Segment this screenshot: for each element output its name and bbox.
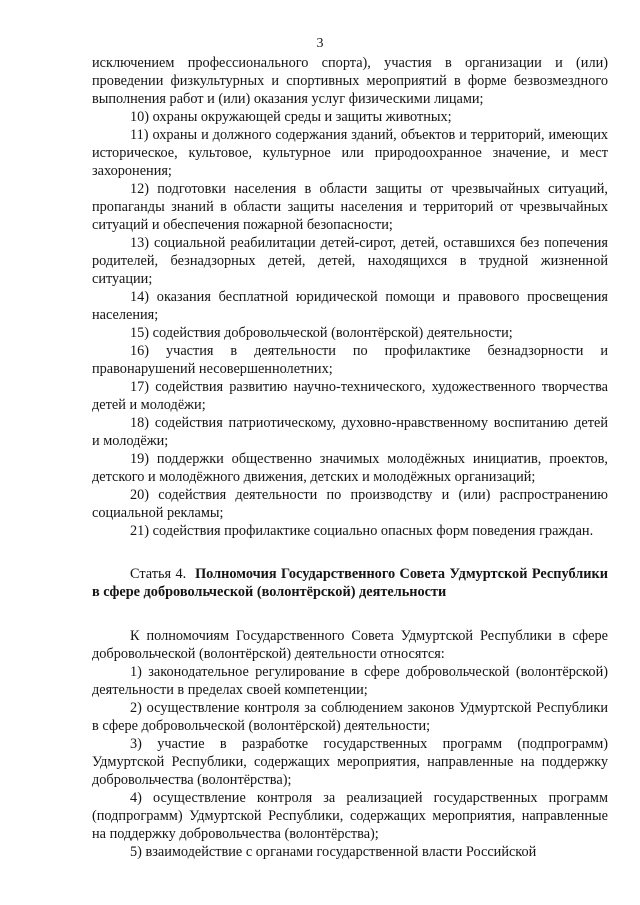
list-item-18: 18) содействия патриотическому, духовно-нравственному воспитанию детей и молодёжи; xyxy=(92,415,608,449)
list-item-14: 14) оказания бесплатной юридической помощи и правового просвещения населения; xyxy=(92,289,608,323)
list-item-12: 12) подготовки населения в области защиты от чрезвычайных ситуаций, пропаганды знаний в области защиты населения и территорий от чрезвычайных ситуаций и обеспечения пожарной безопасности; xyxy=(92,181,608,233)
article-title: Полномочия Государственного Совета Удмуртской Республики в сфере добровольческой (волонтёрской) деятельности xyxy=(92,566,608,600)
power-item-3: 3) участие в разработке государственных программ (подпрограмм) Удмуртской Республики, содержащих мероприятия, направленные на поддержку добровольчества (волонтёрства); xyxy=(92,736,608,788)
power-item-5: 5) взаимодействие с органами государственной власти Российской xyxy=(130,844,537,860)
power-item-4: 4) осуществление контроля за реализацией государственных программ (подпрограмм) Удмуртской Республики, содержащих мероприятия, направленные на поддержку добровольчества (волонтёрства); xyxy=(92,790,608,842)
list-item-13: 13) социальной реабилитации детей-сирот, детей, оставшихся без попечения родителей, безнадзорных детей, детей, находящихся в трудной жизненной ситуации; xyxy=(92,235,608,287)
article-label: Статья 4. xyxy=(130,566,187,582)
list-item-16: 16) участия в деятельности по профилактике безнадзорности и правонарушений несовершеннолетних; xyxy=(92,343,608,377)
list-item-11: 11) охраны и должного содержания зданий, объектов и территорий, имеющих историческое, культовое, культурное или природоохранное значение, и мест захоронения; xyxy=(92,127,608,179)
list-item-20: 20) содействия деятельности по производству и (или) распространению социальной рекламы; xyxy=(92,487,608,521)
article-intro: К полномочиям Государственного Совета Удмуртской Республики в сфере добровольческой (волонтёрской) деятельности относятся: xyxy=(92,628,608,662)
list-item-continuation: исключением профессионального спорта), участия в организации и (или) проведении физкультурных и спортивных мероприятий в форме безвозмездного выполнения работ и (или) оказания услуг физическими лицами; xyxy=(92,55,608,107)
power-item-2: 2) осуществление контроля за соблюдением законов Удмуртской Республики в сфере добровольческой (волонтёрской) деятельности; xyxy=(92,700,608,734)
list-item-21: 21) содействия профилактике социально опасных форм поведения граждан. xyxy=(130,523,594,539)
list-item-19: 19) поддержки общественно значимых молодёжных инициатив, проектов, детского и молодёжного движения, детских и молодёжных организаций; xyxy=(92,451,608,485)
list-item-17: 17) содействия развитию научно-технического, художественного творчества детей и молодёжи; xyxy=(92,379,608,413)
page-number: 3 xyxy=(316,36,324,51)
article-heading xyxy=(92,565,608,601)
list-item-15: 15) содействия добровольческой (волонтёрской) деятельности; xyxy=(130,325,513,341)
list-item-10: 10) охраны окружающей среды и защиты животных; xyxy=(130,109,452,125)
document-body xyxy=(92,54,608,861)
power-item-1: 1) законодательное регулирование в сфере добровольческой (волонтёрской) деятельности в пределах своей компетенции; xyxy=(92,664,608,698)
